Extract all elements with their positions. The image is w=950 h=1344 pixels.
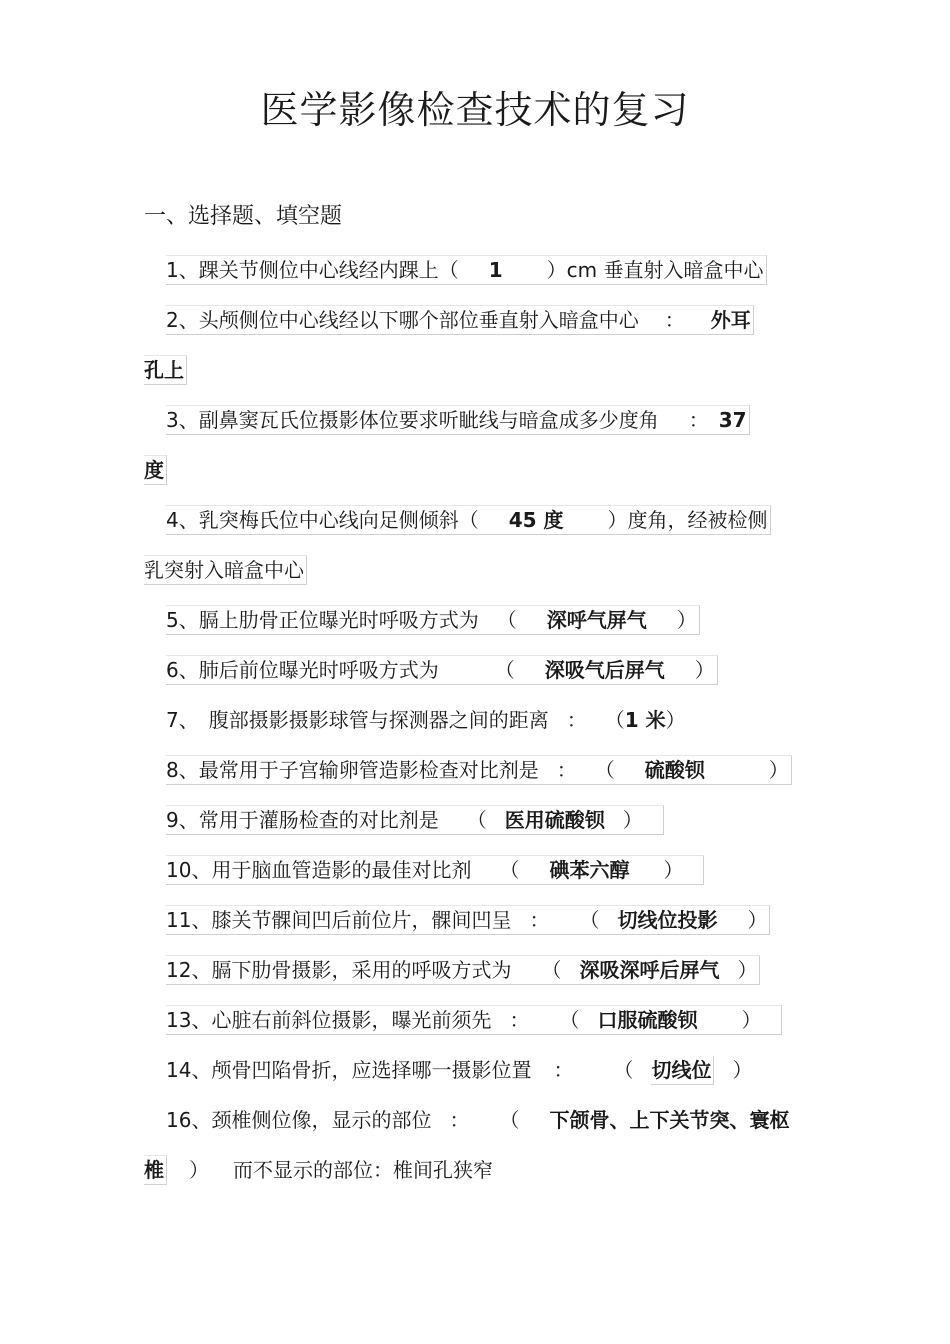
question-11 bbox=[144, 895, 808, 945]
answer-continued: 度 bbox=[144, 455, 167, 485]
colon: ： bbox=[553, 1058, 574, 1082]
document-title: 医学影像检查技术的复习 bbox=[260, 88, 690, 132]
answer: 1 米 bbox=[624, 708, 666, 732]
answer-continued: 椎 bbox=[144, 1155, 167, 1185]
question-number: 10、 bbox=[166, 858, 212, 882]
question-number: 7、 bbox=[166, 708, 199, 732]
close-paren: ） bbox=[732, 1058, 753, 1082]
question-number: 8、 bbox=[166, 758, 199, 782]
question-3 bbox=[144, 395, 808, 445]
question-text-tail: 而不显示的部位：椎间孔狭窄 bbox=[233, 1158, 493, 1182]
answer: 碘苯六醇 bbox=[549, 858, 630, 882]
question-5 bbox=[144, 595, 808, 645]
question-4-continued bbox=[144, 545, 307, 595]
answer: 切线位投影 bbox=[617, 908, 718, 932]
question-text-tail: ）度角，经被检侧 bbox=[607, 508, 768, 532]
colon: ： bbox=[509, 1008, 530, 1032]
answer: 硫酸钡 bbox=[644, 758, 705, 782]
answer: 外耳 bbox=[710, 308, 751, 332]
question-number: 1、 bbox=[166, 258, 199, 282]
question-number: 4、 bbox=[166, 508, 199, 532]
answer: 下颌骨、上下关节突、寰枢 bbox=[549, 1108, 790, 1132]
question-text: 用于脑血管造影的最佳对比剂 bbox=[211, 858, 472, 882]
answer: 1 bbox=[488, 258, 503, 282]
question-number: 12、 bbox=[166, 958, 212, 982]
question-8 bbox=[144, 745, 808, 795]
open-paren: （ bbox=[604, 708, 625, 732]
question-text: 心脏右前斜位摄影，曝光前须先 bbox=[211, 1008, 492, 1032]
question-2-continued bbox=[144, 345, 187, 395]
close-paren: ） bbox=[665, 708, 686, 732]
question-text: 颅骨凹陷骨折，应选择哪一摄影位置 bbox=[211, 1058, 532, 1082]
answer: 37 bbox=[718, 408, 747, 432]
question-7 bbox=[144, 695, 808, 745]
question-6 bbox=[144, 645, 808, 695]
question-text: 最常用于子宫输卵管造影检查对比剂是 bbox=[198, 758, 539, 782]
question-3-continued bbox=[144, 445, 167, 495]
question-10 bbox=[144, 845, 808, 895]
question-9 bbox=[144, 795, 808, 845]
colon: ： bbox=[556, 758, 577, 782]
open-paren: （ bbox=[613, 1058, 634, 1082]
close-paren: ） bbox=[622, 808, 643, 832]
open-paren: （ bbox=[499, 858, 520, 882]
question-14 bbox=[144, 1045, 808, 1095]
answer-continued: 孔上 bbox=[144, 355, 187, 385]
open-paren: （ bbox=[494, 658, 515, 682]
question-text-tail: ）cm 垂直射入暗盒中心 bbox=[546, 258, 764, 282]
close-paren: ） bbox=[676, 608, 697, 632]
answer: 深吸气后屏气 bbox=[544, 658, 665, 682]
open-paren: （ bbox=[496, 608, 517, 632]
question-number: 5、 bbox=[166, 608, 199, 632]
question-text-continued: 乳突射入暗盒中心 bbox=[144, 555, 307, 585]
answer: 切线位 bbox=[651, 1056, 714, 1085]
close-paren: ） bbox=[694, 658, 715, 682]
question-13 bbox=[144, 995, 808, 1045]
question-1 bbox=[144, 245, 808, 295]
question-text: 乳突梅氏位中心线向足侧倾斜（ bbox=[198, 508, 479, 532]
colon: ： bbox=[688, 408, 709, 432]
question-number: 2、 bbox=[166, 308, 199, 332]
question-text: 头颅侧位中心线经以下哪个部位垂直射入暗盒中心 bbox=[198, 308, 639, 332]
close-paren: ） bbox=[747, 908, 768, 932]
open-paren: （ bbox=[559, 1008, 580, 1032]
colon: ： bbox=[664, 308, 685, 332]
answer: 45 度 bbox=[508, 508, 564, 532]
close-paren: ） bbox=[189, 1158, 209, 1182]
section-heading: 一、选择题、填空题 bbox=[144, 204, 343, 229]
question-text: 腹部摄影摄影球管与探测器之间的距离 bbox=[208, 708, 549, 732]
close-paren: ） bbox=[741, 1008, 762, 1032]
question-text: 膈下肋骨摄影，采用的呼吸方式为 bbox=[211, 958, 512, 982]
question-number: 13、 bbox=[166, 1008, 212, 1032]
question-text: 副鼻窦瓦氏位摄影体位要求听眦线与暗盒成多少度角 bbox=[198, 408, 659, 432]
question-text: 常用于灌肠检查的对比剂是 bbox=[198, 808, 439, 832]
question-text: 膝关节髁间凹后前位片，髁间凹呈 bbox=[211, 908, 512, 932]
question-4 bbox=[144, 495, 808, 545]
answer: 深呼气屏气 bbox=[546, 608, 647, 632]
question-16 bbox=[144, 1095, 808, 1145]
question-number: 16、 bbox=[166, 1108, 212, 1132]
question-text: 颈椎侧位像，显示的部位 bbox=[211, 1108, 432, 1132]
open-paren: （ bbox=[594, 758, 615, 782]
close-paren: ） bbox=[737, 958, 758, 982]
colon: ： bbox=[566, 708, 587, 732]
question-number: 6、 bbox=[166, 658, 199, 682]
question-number: 14、 bbox=[166, 1058, 212, 1082]
answer: 医用硫酸钡 bbox=[504, 808, 605, 832]
question-text: 踝关节侧位中心线经内踝上（ bbox=[198, 258, 459, 282]
open-paren: （ bbox=[499, 1108, 520, 1132]
question-2 bbox=[144, 295, 808, 345]
question-text: 肺后前位曝光时呼吸方式为 bbox=[198, 658, 439, 682]
open-paren: （ bbox=[579, 908, 600, 932]
open-paren: （ bbox=[541, 958, 562, 982]
question-text: 膈上肋骨正位曝光时呼吸方式为 bbox=[198, 608, 479, 632]
answer: 口服硫酸钡 bbox=[597, 1008, 698, 1032]
question-12 bbox=[144, 945, 808, 995]
question-number: 3、 bbox=[166, 408, 199, 432]
answer: 深吸深呼后屏气 bbox=[579, 958, 720, 982]
question-number: 11、 bbox=[166, 908, 212, 932]
colon: ： bbox=[529, 908, 550, 932]
question-16-continued bbox=[144, 1145, 493, 1195]
close-paren: ） bbox=[768, 758, 789, 782]
colon: ： bbox=[449, 1108, 470, 1132]
open-paren: （ bbox=[466, 808, 487, 832]
question-number: 9、 bbox=[166, 808, 199, 832]
close-paren: ） bbox=[663, 858, 684, 882]
